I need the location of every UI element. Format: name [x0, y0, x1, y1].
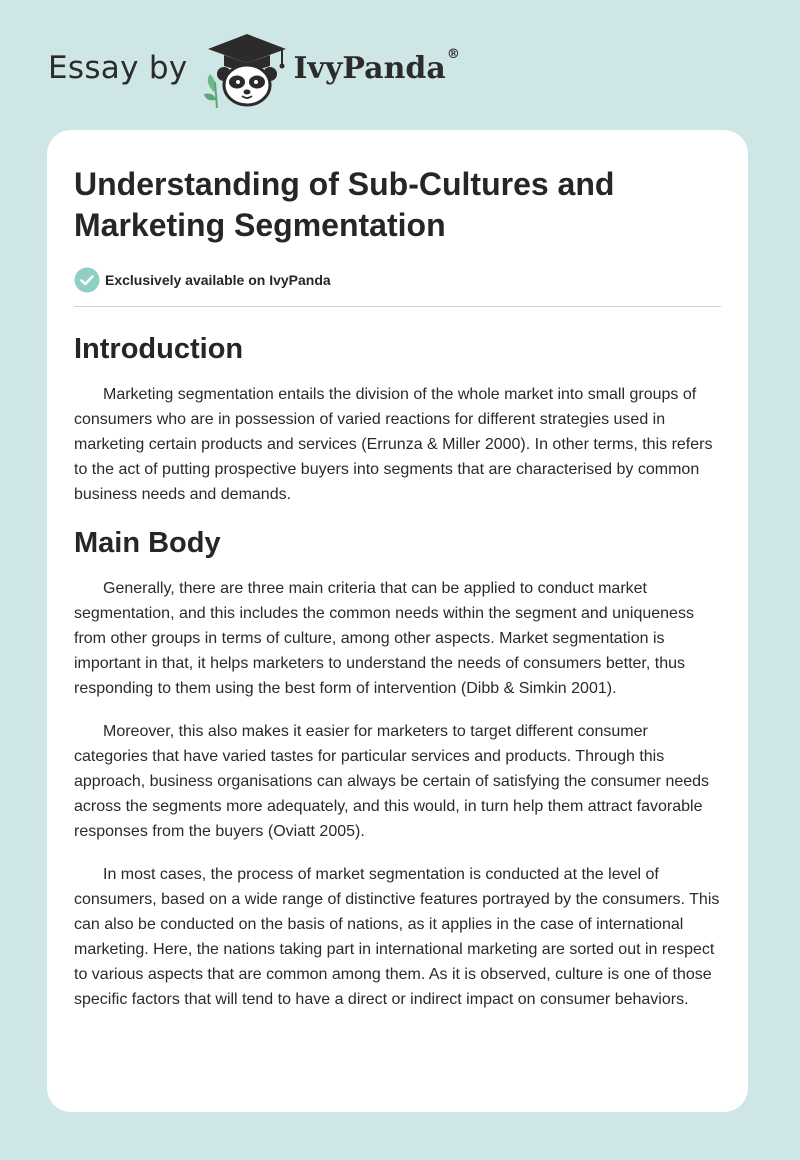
paragraph: Moreover, this also makes it easier for marketers to target different consumer categories that have varied tastes for particular services and products. Through this approach, business organisations can always be certain of satisfying the consumer needs across the segments more adequately, and this would, in turn help them attract favorable responses from the buyers (Oviatt 2005). [74, 723, 710, 840]
badge-text: Exclusively available on IvyPanda [105, 272, 331, 288]
section-heading-introduction: Introduction [74, 333, 244, 365]
graduation-panda-icon[interactable] [202, 30, 292, 110]
paragraph: Marketing segmentation entails the division of the whole market into small groups of consumers who are in possession of varied reactions for different strategies used in marketing certain products and services (Errunza & Miller 2000). In other terms, this refers to the act of putting prospective buyers into segments that are characterised by common business needs and demands. [74, 386, 713, 503]
essay-card [47, 130, 748, 1112]
brand-prefix: Essay by [48, 50, 188, 86]
paragraph: In most cases, the process of market segmentation is conducted at the level of consumers, based on a wide range of distinctive features portrayed by the consumers. This can also be conducted on the basis of nations, as it applies in the case of international marketing. Here, the nations taking part in international marketing are sorted out in respect to various aspects that are common among them. As it is observed, culture is one of those specific factors that will tend to have a direct or indirect impact on consumer behaviors. [74, 866, 720, 1008]
registered-mark: ® [446, 46, 460, 62]
title-divider [74, 306, 721, 307]
section-heading-main-body: Main Body [74, 527, 221, 559]
check-circle-icon [74, 267, 100, 293]
brand-header [48, 30, 460, 110]
essay-title: Understanding of Sub-Cultures and Marketing Segmentation [74, 166, 615, 243]
exclusive-badge [74, 266, 721, 294]
brand-name[interactable]: IvyPanda® [293, 46, 460, 86]
paragraph: Generally, there are three main criteria that can be applied to conduct market segmentation, and this includes the common needs within the segment and uniqueness from other groups in terms of culture, among other aspects. Market segmentation is important in that, it helps marketers to understand the needs of consumers better, thus responding to them using the best form of intervention (Dibb & Simkin 2001). [74, 580, 694, 697]
